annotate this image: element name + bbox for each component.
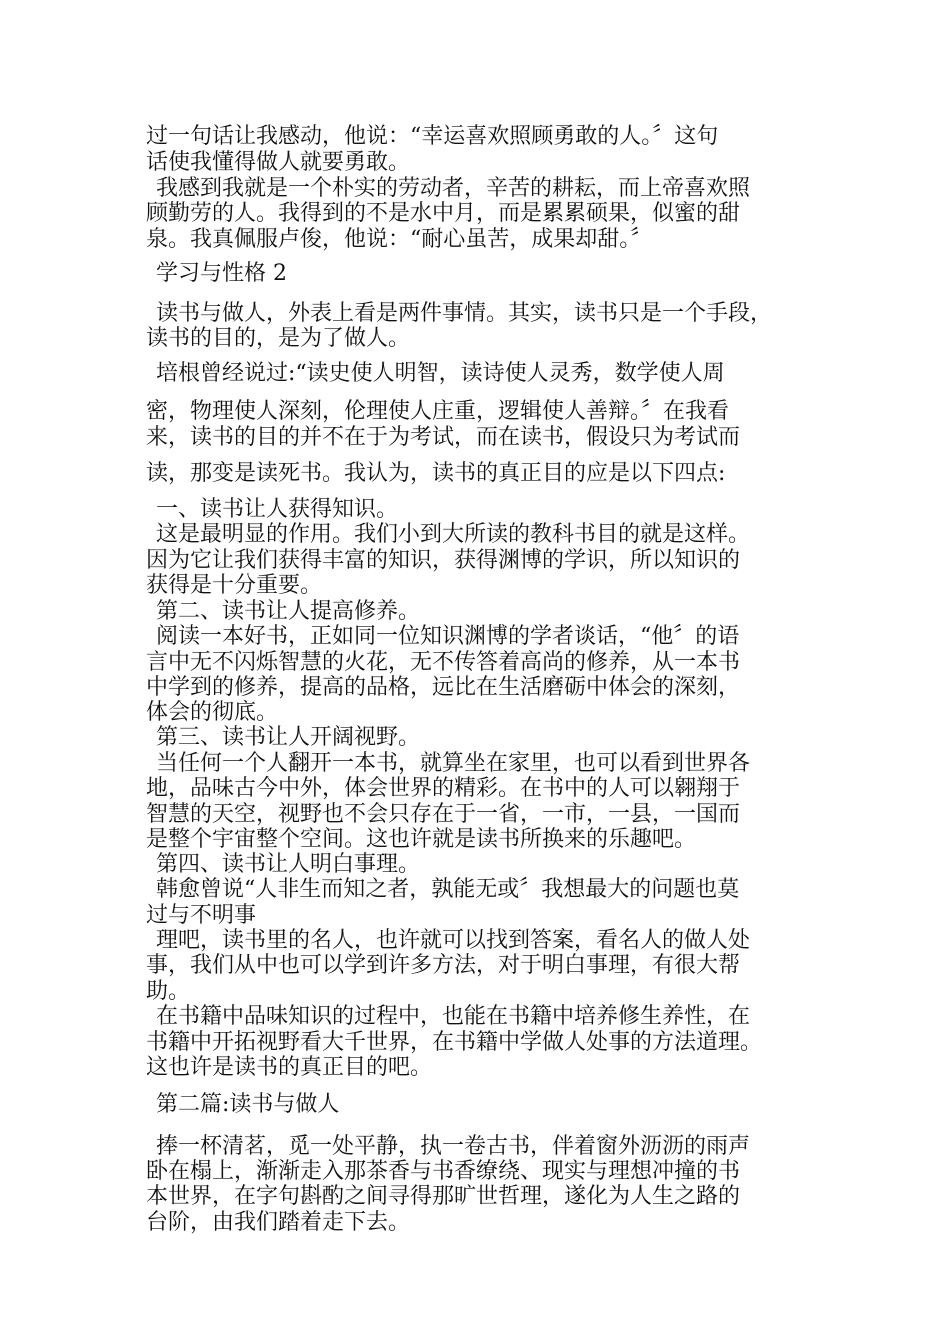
text-line: 捧一杯清茗，觅一处平静，执一卷古书，伴着窗外沥沥的雨声	[156, 1134, 751, 1159]
text-line: 在书籍中品味知识的过程中，也能在书籍中培养修生养性，在	[156, 1004, 751, 1029]
text-line: 阅读一本好书，正如同一位知识渊博的学者谈话，“他〞的语	[156, 624, 740, 649]
text-line: 书籍中开拓视野看大千世界，在书籍中学做人处事的方法道理。	[146, 1030, 763, 1055]
text-line: 这是最明显的作用。我们小到大所读的教科书目的就是这样。	[156, 522, 751, 547]
text-line: 言中无不闪烁智慧的火花，无不传答着高尚的修养，从一本书	[146, 650, 741, 675]
text-line: 读书的目的，是为了做人。	[146, 326, 411, 351]
text-line: 过一句话让我感动，他说：“幸运喜欢照顾勇敢的人。〞这句	[146, 124, 719, 149]
text-line: 读书与做人，外表上看是两件事情。其实，读书只是一个手段，	[156, 301, 773, 326]
text-line: 培根曾经说过:“读史使人明智，读诗使人灵秀，数学使人周	[156, 361, 725, 386]
text-line: 因为它让我们获得丰富的知识，获得渊博的学识，所以知识的	[146, 548, 741, 573]
text-line: 台阶，由我们踏着走下去。	[146, 1210, 411, 1235]
text-line: 获得是十分重要。	[146, 573, 323, 598]
text-line: 事，我们从中也可以学到许多方法，对于明白事理，有很大帮	[146, 953, 741, 978]
text-line: 当任何一个人翻开一本书，就算坐在家里，也可以看到世界各	[156, 751, 751, 776]
text-line: 中学到的修养，提高的品格，远比在生活磨砺中体会的深刻，	[146, 675, 741, 700]
text-line: 读，那变是读死书。我认为，读书的真正目的应是以下四点:	[146, 461, 726, 486]
text-line: 泉。我真佩服卢俊，他说：“耐心虽苦，成果却甜。〞	[146, 227, 653, 252]
section-heading: 学习与性格 2	[156, 261, 287, 286]
text-line: 我感到我就是一个朴实的劳动者，辛苦的耕耘，而上帝喜欢照	[156, 176, 751, 201]
text-line: 第四、读书让人明白事理。	[156, 852, 421, 877]
text-line: 是整个宇宙整个空间。这也许就是读书所换来的乐趣吧。	[146, 827, 697, 852]
text-line: 本世界，在字句斟酌之间寻得那旷世哲理，遂化为人生之路的	[146, 1184, 741, 1209]
text-line: 一、读书让人获得知识。	[156, 497, 399, 522]
text-line: 来，读书的目的并不在于为考试，而在读书，假设只为考试而	[146, 425, 741, 450]
text-line: 地，品味古今中外，体会世界的精彩。在书中的人可以翱翔于	[146, 776, 741, 801]
text-line: 助。	[146, 979, 191, 1004]
text-line: 体会的彻底。	[146, 700, 279, 725]
section-heading: 第二篇:读书与做人	[156, 1092, 340, 1117]
text-line: 智慧的天空，视野也不会只存在于一省，一市，一县，一国而	[146, 802, 741, 827]
text-line: 理吧，读书里的名人，也许就可以找到答案，看名人的做人处	[156, 928, 751, 953]
text-line: 第三、读书让人开阔视野。	[156, 725, 421, 750]
text-line: 话使我懂得做人就要勇敢。	[146, 150, 411, 175]
text-line: 韩愈曾说“人非生而知之者，孰能无或〞我想最大的问题也莫	[156, 877, 740, 902]
text-line: 密，物理使人深刻，伦理使人庄重，逻辑使人善辩。〞在我看	[146, 399, 730, 424]
text-line: 卧在榻上，渐渐走入那茶香与书香缭绕、现实与理想冲撞的书	[146, 1159, 741, 1184]
text-line: 过与不明事	[146, 903, 257, 928]
text-line: 第二、读书让人提高修养。	[156, 599, 421, 624]
text-line: 顾勤劳的人。我得到的不是水中月，而是累累硕果，似蜜的甜	[146, 201, 741, 226]
text-line: 这也许是读书的真正目的吧。	[146, 1055, 433, 1080]
